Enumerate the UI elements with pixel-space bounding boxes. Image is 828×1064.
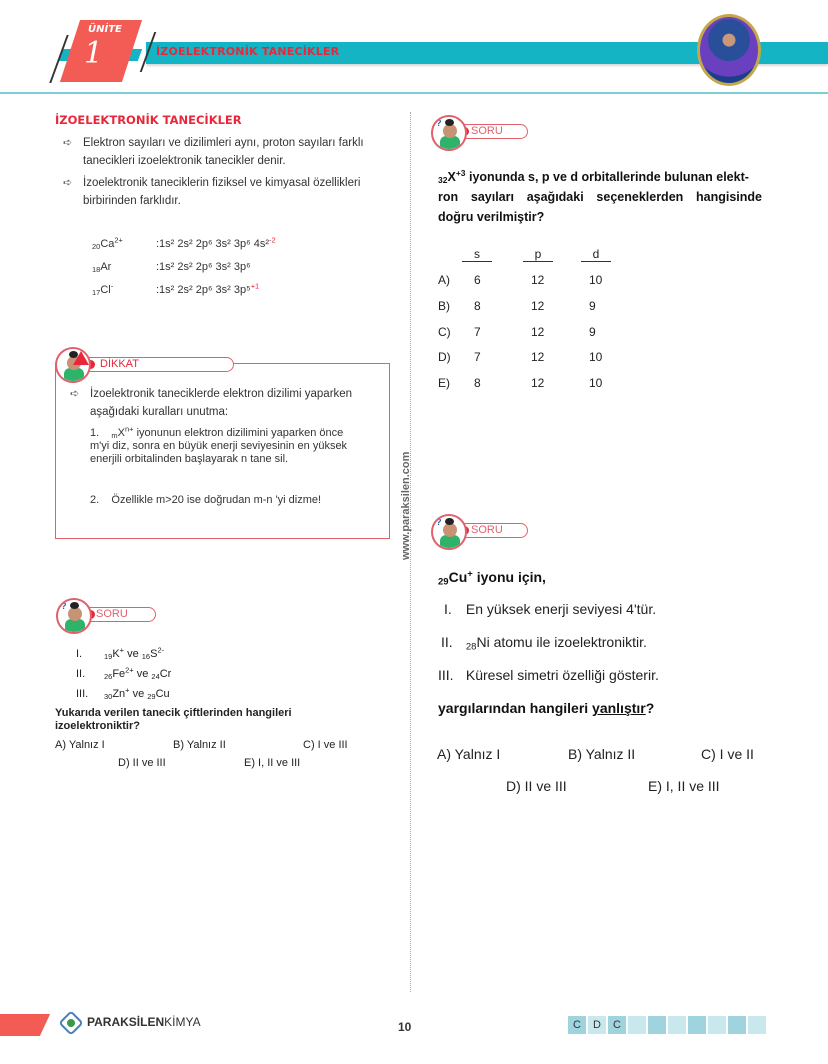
statement-1: I. En yüksek enerji seviyesi 4'tür. bbox=[444, 601, 657, 617]
option-c[interactable]: C) I ve III bbox=[303, 739, 348, 751]
website-text: www.paraksilen.com bbox=[400, 451, 412, 560]
answer-cell: C bbox=[568, 1016, 586, 1034]
author-avatar bbox=[697, 14, 761, 86]
soru-question: Yukarıda verilen tanecik çiftlerinden hangileri izoelektroniktir? bbox=[55, 707, 292, 732]
soru-item-1: I. $_{19}$K+ ve $_{16}S^{2-}$ bbox=[76, 645, 165, 661]
brand-name: PARAKSİLENKİMYA bbox=[87, 1015, 201, 1029]
question-2-prompt: yargılarından hangileri yanlıştır? bbox=[438, 700, 655, 716]
unit-label: ÜNİTE bbox=[88, 24, 122, 35]
option-d[interactable]: D) II ve III bbox=[506, 778, 567, 794]
soru-item-2: II. $_{26}Fe^{2+}$ ve $_{24}$Cr bbox=[76, 665, 172, 681]
dikkat-rule-1: 1. $_mX^{n+}$ iyonunun elektron dizilimini yaparken önce m'yi diz, sonra en büyük enerji seviyesinin en yüksek enerjili orbitalinden başlayarak n tane sil. bbox=[90, 424, 348, 465]
option-e[interactable]: E) I, II ve III bbox=[244, 757, 301, 769]
mascot-question-icon: ? bbox=[431, 115, 467, 151]
answer-cell bbox=[728, 1016, 746, 1034]
option-c[interactable]: C) I ve II bbox=[701, 746, 754, 762]
answer-cell: D bbox=[588, 1016, 606, 1034]
answer-key bbox=[568, 1016, 766, 1034]
footer-accent bbox=[0, 1014, 50, 1036]
answer-cell bbox=[708, 1016, 726, 1034]
question-1-text: $_{32}X^{+3}$ iyonunda s, p ve d orbitallerinde bulunan elekt- ron sayıları aşağıdaki seçeneklerden hangisinde doğru verilmiştir? bbox=[438, 167, 762, 224]
answer-cell bbox=[668, 1016, 686, 1034]
answer-cell bbox=[688, 1016, 706, 1034]
page-number: 10 bbox=[398, 1020, 412, 1034]
answer-cell bbox=[748, 1016, 766, 1034]
answer-cell: C bbox=[608, 1016, 626, 1034]
soru-label: SORU bbox=[471, 524, 503, 536]
info-bullet: ➪ İzoelektronik taneciklerin fiziksel ve kimyasal özellikleri birbirinden farklıdır. bbox=[83, 174, 403, 210]
arrow-icon: ➪ bbox=[70, 388, 80, 400]
col-header-d: d bbox=[581, 248, 611, 262]
question-2-intro: $_{29}$Cu+ iyonu için, bbox=[438, 568, 546, 588]
brand-logo-dot bbox=[67, 1019, 75, 1027]
mascot-question-icon: ? bbox=[431, 514, 467, 550]
mascot-question-icon: ? bbox=[56, 598, 92, 634]
col-header-p: p bbox=[523, 248, 553, 262]
soru-label: SORU bbox=[96, 608, 128, 620]
arrow-icon: ➪ bbox=[63, 137, 73, 149]
unit-number: 1 bbox=[84, 36, 104, 71]
answer-cell bbox=[628, 1016, 646, 1034]
option-a[interactable]: A) Yalnız I bbox=[55, 739, 105, 751]
option-d[interactable]: D) II ve III bbox=[118, 757, 166, 769]
option-a[interactable]: A) Yalnız I bbox=[437, 746, 501, 762]
arrow-icon: ➪ bbox=[63, 177, 73, 189]
page-title: İZOELEKTRONİK TANECİKLER bbox=[156, 45, 340, 58]
soru-item-3: III. $_{30}$Zn+ ve $_{29}$Cu bbox=[76, 685, 170, 701]
option-e[interactable]: E) I, II ve III bbox=[648, 778, 720, 794]
statement-2: II. $_{28}$Ni atomu ile izoelektroniktir. bbox=[441, 634, 647, 653]
option-b[interactable]: B) Yalnız II bbox=[173, 739, 226, 751]
header-divider bbox=[0, 92, 828, 94]
dikkat-label: DİKKAT bbox=[100, 358, 139, 370]
option-b[interactable]: B) Yalnız II bbox=[568, 746, 636, 762]
dikkat-box-top-border bbox=[232, 363, 390, 364]
mascot-warning-icon bbox=[55, 347, 91, 383]
soru-label: SORU bbox=[471, 125, 503, 137]
section-title: İZOELEKTRONİK TANECİKLER bbox=[55, 113, 242, 127]
col-header-s: s bbox=[462, 248, 492, 262]
statement-3: III. Küresel simetri özelliği gösterir. bbox=[438, 667, 659, 683]
answer-cell bbox=[648, 1016, 666, 1034]
dikkat-rule-2: 2. Özellikle m>20 ise doğrudan m-n 'yi dizme! bbox=[90, 494, 322, 506]
info-bullet: ➪ Elektron sayıları ve dizilimleri aynı, proton sayıları farklı tanecikleri izoelektronik tanecikler denir. bbox=[83, 134, 403, 170]
dikkat-intro: ➪ İzoelektronik taneciklerde elektron dizilimi yaparken aşağıdaki kuralları unutma: bbox=[90, 385, 390, 421]
